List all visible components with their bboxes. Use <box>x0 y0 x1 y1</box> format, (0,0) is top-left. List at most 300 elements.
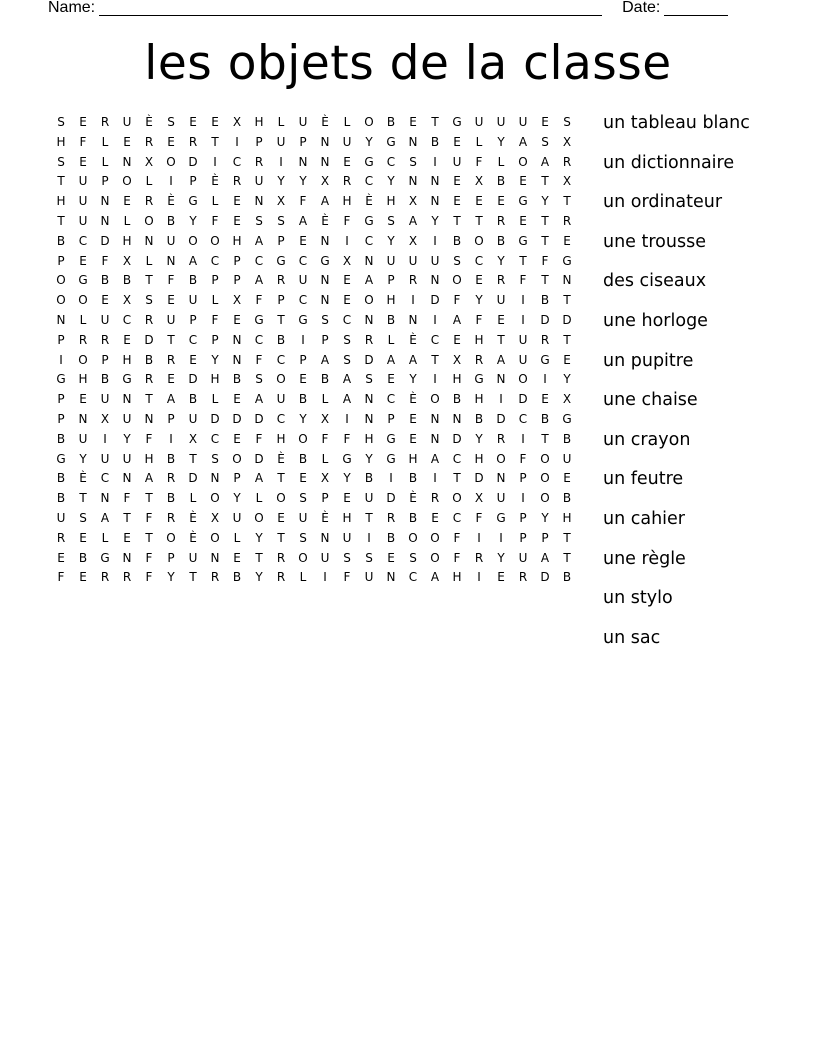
grid-letter[interactable]: T <box>167 332 175 347</box>
grid-letter[interactable]: S <box>343 332 351 347</box>
grid-letter[interactable]: O <box>276 372 286 387</box>
grid-letter[interactable]: Y <box>387 174 395 189</box>
grid-letter[interactable]: T <box>277 471 285 486</box>
grid-letter[interactable]: A <box>364 273 374 288</box>
grid-letter[interactable]: H <box>562 510 572 525</box>
grid-letter[interactable]: T <box>541 273 549 288</box>
grid-letter[interactable]: H <box>254 115 264 129</box>
grid-letter[interactable]: P <box>387 411 395 426</box>
grid-letter[interactable]: I <box>169 174 173 189</box>
grid-letter[interactable]: D <box>540 570 550 585</box>
grid-letter[interactable]: E <box>563 471 571 486</box>
grid-letter[interactable]: F <box>123 491 131 506</box>
grid-letter[interactable]: L <box>145 253 153 268</box>
grid-letter[interactable]: C <box>364 174 374 189</box>
grid-letter[interactable]: P <box>167 550 175 565</box>
grid-letter[interactable]: È <box>211 174 219 189</box>
grid-letter[interactable]: B <box>386 115 396 129</box>
grid-letter[interactable]: È <box>145 115 153 129</box>
grid-letter[interactable]: G <box>562 253 572 268</box>
grid-letter[interactable]: B <box>408 510 418 525</box>
grid-letter[interactable]: T <box>145 392 153 407</box>
grid-letter[interactable]: N <box>210 550 220 565</box>
grid-letter[interactable]: I <box>433 233 437 248</box>
grid-letter[interactable]: G <box>540 352 550 367</box>
grid-letter[interactable]: F <box>145 431 153 446</box>
grid-letter[interactable]: A <box>430 570 440 585</box>
grid-letter[interactable]: I <box>411 293 415 308</box>
grid-letter[interactable]: Y <box>475 431 483 446</box>
grid-letter[interactable]: A <box>144 471 154 486</box>
grid-letter[interactable]: B <box>386 312 396 327</box>
grid-letter[interactable]: B <box>364 471 374 486</box>
grid-letter[interactable]: L <box>233 530 241 545</box>
grid-letter[interactable]: L <box>79 312 87 327</box>
grid-letter[interactable]: N <box>364 312 374 327</box>
grid-letter[interactable]: P <box>189 312 197 327</box>
grid-letter[interactable]: B <box>496 174 506 189</box>
grid-letter[interactable]: C <box>78 233 88 248</box>
grid-letter[interactable]: F <box>343 570 351 585</box>
grid-letter[interactable]: E <box>497 570 505 585</box>
grid-letter[interactable]: F <box>145 570 153 585</box>
grid-letter[interactable]: T <box>277 312 285 327</box>
grid-letter[interactable]: P <box>387 273 395 288</box>
grid-letter[interactable]: S <box>299 491 307 506</box>
grid-letter[interactable]: C <box>210 253 220 268</box>
grid-letter[interactable]: R <box>496 431 506 446</box>
grid-letter[interactable]: N <box>386 570 396 585</box>
grid-letter[interactable]: G <box>56 451 66 466</box>
grid-letter[interactable]: U <box>100 451 110 466</box>
grid-letter[interactable]: F <box>453 550 461 565</box>
grid-letter[interactable]: P <box>57 253 65 268</box>
grid-letter[interactable]: G <box>254 312 264 327</box>
grid-letter[interactable]: C <box>210 431 220 446</box>
grid-letter[interactable]: D <box>562 312 572 327</box>
grid-letter[interactable]: Y <box>233 491 241 506</box>
grid-letter[interactable]: È <box>189 510 197 525</box>
grid-letter[interactable]: U <box>562 451 572 466</box>
grid-letter[interactable]: C <box>386 392 396 407</box>
grid-letter[interactable]: G <box>78 273 88 288</box>
grid-letter[interactable]: C <box>342 312 352 327</box>
grid-letter[interactable]: B <box>562 570 572 585</box>
grid-letter[interactable]: T <box>145 491 153 506</box>
grid-letter[interactable]: P <box>277 293 285 308</box>
grid-letter[interactable]: U <box>298 510 308 525</box>
grid-letter[interactable]: X <box>562 134 572 149</box>
grid-letter[interactable]: O <box>122 174 132 189</box>
grid-letter[interactable]: T <box>563 550 571 565</box>
grid-letter[interactable]: C <box>474 253 484 268</box>
grid-letter[interactable]: R <box>166 352 176 367</box>
grid-letter[interactable]: È <box>409 392 417 407</box>
grid-letter[interactable]: T <box>541 213 549 228</box>
grid-letter[interactable]: S <box>255 213 263 228</box>
grid-letter[interactable]: F <box>343 431 351 446</box>
grid-letter[interactable]: B <box>320 372 330 387</box>
grid-letter[interactable]: G <box>518 233 528 248</box>
grid-letter[interactable]: B <box>166 451 176 466</box>
grid-letter[interactable]: E <box>343 273 351 288</box>
grid-letter[interactable]: O <box>430 550 440 565</box>
grid-letter[interactable]: N <box>320 273 330 288</box>
grid-letter[interactable]: P <box>211 332 219 347</box>
grid-letter[interactable]: A <box>342 392 352 407</box>
grid-letter[interactable]: I <box>499 392 503 407</box>
grid-letter[interactable]: L <box>321 392 329 407</box>
grid-letter[interactable]: È <box>79 471 87 486</box>
grid-letter[interactable]: I <box>521 491 525 506</box>
grid-letter[interactable]: F <box>255 293 263 308</box>
grid-letter[interactable]: L <box>189 491 197 506</box>
grid-letter[interactable]: Y <box>541 194 549 209</box>
grid-letter[interactable]: C <box>364 233 374 248</box>
grid-letter[interactable]: T <box>123 510 131 525</box>
grid-letter[interactable]: C <box>122 312 132 327</box>
grid-letter[interactable]: R <box>100 332 110 347</box>
grid-letter[interactable]: L <box>321 451 329 466</box>
grid-letter[interactable]: U <box>122 451 132 466</box>
grid-letter[interactable]: R <box>254 154 264 169</box>
grid-letter[interactable]: R <box>408 273 418 288</box>
grid-letter[interactable]: S <box>211 451 219 466</box>
grid-letter[interactable]: N <box>408 174 418 189</box>
grid-letter[interactable]: C <box>452 451 462 466</box>
grid-letter[interactable]: H <box>474 332 484 347</box>
grid-letter[interactable]: P <box>519 510 527 525</box>
grid-letter[interactable]: I <box>477 530 481 545</box>
grid-letter[interactable]: Y <box>497 134 505 149</box>
grid-letter[interactable]: T <box>431 352 439 367</box>
grid-letter[interactable]: F <box>453 530 461 545</box>
grid-letter[interactable]: D <box>100 233 110 248</box>
grid-letter[interactable]: P <box>233 253 241 268</box>
grid-letter[interactable]: S <box>387 213 395 228</box>
grid-letter[interactable]: A <box>100 510 110 525</box>
grid-letter[interactable]: X <box>232 293 242 308</box>
grid-letter[interactable]: F <box>321 431 329 446</box>
grid-letter[interactable]: I <box>279 154 283 169</box>
grid-letter[interactable]: I <box>59 352 63 367</box>
grid-letter[interactable]: O <box>276 491 286 506</box>
grid-letter[interactable]: G <box>122 372 132 387</box>
grid-letter[interactable]: O <box>78 352 88 367</box>
grid-letter[interactable]: R <box>144 312 154 327</box>
grid-letter[interactable]: I <box>477 570 481 585</box>
grid-letter[interactable]: S <box>409 154 417 169</box>
grid-letter[interactable]: U <box>100 392 110 407</box>
grid-letter[interactable]: O <box>254 510 264 525</box>
grid-letter[interactable]: D <box>540 312 550 327</box>
grid-letter[interactable]: D <box>188 471 198 486</box>
grid-letter[interactable]: Y <box>167 570 175 585</box>
grid-letter[interactable]: N <box>364 253 374 268</box>
grid-letter[interactable]: E <box>167 134 175 149</box>
grid-letter[interactable]: E <box>453 194 461 209</box>
grid-letter[interactable]: U <box>166 233 176 248</box>
grid-letter[interactable]: U <box>122 115 132 129</box>
grid-letter[interactable]: T <box>79 491 87 506</box>
grid-letter[interactable]: E <box>497 194 505 209</box>
grid-letter[interactable]: O <box>210 491 220 506</box>
grid-letter[interactable]: T <box>475 213 483 228</box>
grid-letter[interactable]: D <box>210 411 220 426</box>
grid-letter[interactable]: I <box>543 372 547 387</box>
grid-letter[interactable]: Y <box>475 293 483 308</box>
grid-letter[interactable]: R <box>276 273 286 288</box>
grid-letter[interactable]: N <box>100 491 110 506</box>
grid-letter[interactable]: L <box>277 115 285 129</box>
grid-letter[interactable]: N <box>320 293 330 308</box>
grid-letter[interactable]: X <box>320 174 330 189</box>
grid-letter[interactable]: U <box>276 134 286 149</box>
grid-letter[interactable]: X <box>562 392 572 407</box>
grid-letter[interactable]: F <box>541 253 549 268</box>
grid-letter[interactable]: E <box>211 115 219 129</box>
grid-letter[interactable]: U <box>100 312 110 327</box>
grid-letter[interactable]: F <box>79 134 87 149</box>
grid-letter[interactable]: C <box>232 154 242 169</box>
grid-letter[interactable]: D <box>188 154 198 169</box>
grid-letter[interactable]: C <box>452 510 462 525</box>
grid-letter[interactable]: H <box>452 372 462 387</box>
grid-letter[interactable]: X <box>100 411 110 426</box>
grid-letter[interactable]: R <box>78 332 88 347</box>
grid-letter[interactable]: I <box>389 471 393 486</box>
grid-letter[interactable]: E <box>167 372 175 387</box>
grid-letter[interactable]: R <box>276 570 286 585</box>
grid-letter[interactable]: E <box>453 174 461 189</box>
grid-letter[interactable]: R <box>166 471 176 486</box>
grid-letter[interactable]: G <box>364 213 374 228</box>
grid-letter[interactable]: S <box>299 530 307 545</box>
grid-letter[interactable]: O <box>540 471 550 486</box>
grid-letter[interactable]: T <box>145 273 153 288</box>
grid-letter[interactable]: L <box>343 115 351 129</box>
grid-letter[interactable]: E <box>475 273 483 288</box>
grid-letter[interactable]: Y <box>277 174 285 189</box>
grid-letter[interactable]: P <box>57 411 65 426</box>
grid-letter[interactable]: T <box>431 115 439 129</box>
grid-letter[interactable]: D <box>254 451 264 466</box>
grid-letter[interactable]: D <box>452 431 462 446</box>
grid-letter[interactable]: E <box>541 392 549 407</box>
grid-letter[interactable]: B <box>56 431 66 446</box>
grid-letter[interactable]: L <box>475 134 483 149</box>
grid-letter[interactable]: A <box>518 134 528 149</box>
grid-letter[interactable]: P <box>541 530 549 545</box>
grid-letter[interactable]: N <box>320 134 330 149</box>
grid-letter[interactable]: B <box>144 352 154 367</box>
grid-letter[interactable]: E <box>189 352 197 367</box>
grid-letter[interactable]: P <box>189 174 197 189</box>
grid-letter[interactable]: N <box>232 332 242 347</box>
grid-letter[interactable]: H <box>144 451 154 466</box>
grid-letter[interactable]: U <box>276 392 286 407</box>
grid-letter[interactable]: N <box>122 471 132 486</box>
grid-letter[interactable]: E <box>233 431 241 446</box>
grid-letter[interactable]: B <box>166 213 176 228</box>
grid-letter[interactable]: E <box>343 491 351 506</box>
grid-letter[interactable]: R <box>562 213 572 228</box>
grid-letter[interactable]: C <box>298 293 308 308</box>
grid-letter[interactable]: S <box>541 134 549 149</box>
grid-letter[interactable]: H <box>474 392 484 407</box>
grid-letter[interactable]: Y <box>563 372 571 387</box>
grid-letter[interactable]: E <box>233 213 241 228</box>
grid-letter[interactable]: T <box>563 194 571 209</box>
grid-letter[interactable]: A <box>452 312 462 327</box>
grid-letter[interactable]: T <box>189 570 197 585</box>
grid-letter[interactable]: B <box>232 372 242 387</box>
grid-letter[interactable]: T <box>563 332 571 347</box>
grid-letter[interactable]: O <box>210 530 220 545</box>
grid-letter[interactable]: P <box>299 134 307 149</box>
grid-letter[interactable]: A <box>496 352 506 367</box>
grid-letter[interactable]: E <box>167 293 175 308</box>
grid-letter[interactable]: U <box>518 115 528 129</box>
grid-letter[interactable]: Y <box>387 233 395 248</box>
grid-letter[interactable]: A <box>254 471 264 486</box>
grid-letter[interactable]: B <box>298 451 308 466</box>
grid-letter[interactable]: E <box>563 233 571 248</box>
grid-letter[interactable]: G <box>56 372 66 387</box>
grid-letter[interactable]: B <box>496 233 506 248</box>
grid-letter[interactable]: C <box>276 411 286 426</box>
grid-letter[interactable]: R <box>342 174 352 189</box>
grid-letter[interactable]: H <box>122 233 132 248</box>
grid-letter[interactable]: E <box>101 293 109 308</box>
grid-letter[interactable]: B <box>540 411 550 426</box>
grid-letter[interactable]: T <box>497 332 505 347</box>
grid-letter[interactable]: I <box>345 411 349 426</box>
grid-letter[interactable]: R <box>232 174 242 189</box>
grid-letter[interactable]: O <box>210 233 220 248</box>
grid-letter[interactable]: U <box>320 550 330 565</box>
grid-letter[interactable]: P <box>57 332 65 347</box>
grid-letter[interactable]: I <box>367 530 371 545</box>
grid-letter[interactable]: S <box>563 115 571 129</box>
grid-letter[interactable]: I <box>103 431 107 446</box>
grid-letter[interactable]: N <box>364 411 374 426</box>
grid-letter[interactable]: T <box>541 233 549 248</box>
grid-letter[interactable]: Y <box>255 570 263 585</box>
grid-letter[interactable]: H <box>342 194 352 209</box>
grid-letter[interactable]: T <box>145 530 153 545</box>
grid-letter[interactable]: H <box>232 233 242 248</box>
grid-letter[interactable]: R <box>100 115 110 129</box>
grid-letter[interactable]: N <box>430 174 440 189</box>
grid-letter[interactable]: S <box>409 550 417 565</box>
grid-letter[interactable]: X <box>320 471 330 486</box>
grid-letter[interactable]: T <box>189 451 197 466</box>
grid-letter[interactable]: E <box>299 471 307 486</box>
grid-letter[interactable]: B <box>452 233 462 248</box>
grid-letter[interactable]: X <box>474 491 484 506</box>
grid-letter[interactable]: X <box>408 233 418 248</box>
grid-letter[interactable]: Y <box>79 451 87 466</box>
grid-letter[interactable]: E <box>453 332 461 347</box>
grid-letter[interactable]: R <box>562 154 572 169</box>
grid-letter[interactable]: Y <box>343 471 351 486</box>
grid-letter[interactable]: A <box>408 352 418 367</box>
grid-letter[interactable]: E <box>299 233 307 248</box>
grid-letter[interactable]: D <box>188 372 198 387</box>
grid-letter[interactable]: Y <box>365 451 373 466</box>
grid-letter[interactable]: P <box>255 134 263 149</box>
grid-letter[interactable]: A <box>254 392 264 407</box>
grid-letter[interactable]: B <box>562 431 572 446</box>
grid-letter[interactable]: P <box>57 392 65 407</box>
grid-letter[interactable]: I <box>213 154 217 169</box>
grid-letter[interactable]: C <box>188 332 198 347</box>
grid-letter[interactable]: X <box>452 352 462 367</box>
grid-letter[interactable]: U <box>298 115 308 129</box>
grid-letter[interactable]: L <box>299 570 307 585</box>
grid-letter[interactable]: O <box>232 451 242 466</box>
grid-letter[interactable]: U <box>78 174 88 189</box>
grid-letter[interactable]: S <box>343 550 351 565</box>
grid-letter[interactable]: N <box>254 194 264 209</box>
grid-letter[interactable]: S <box>321 312 329 327</box>
grid-letter[interactable]: P <box>519 530 527 545</box>
grid-letter[interactable]: A <box>342 372 352 387</box>
grid-letter[interactable]: U <box>188 293 198 308</box>
grid-letter[interactable]: I <box>433 471 437 486</box>
grid-letter[interactable]: H <box>210 372 220 387</box>
grid-letter[interactable]: N <box>496 372 506 387</box>
grid-letter[interactable]: U <box>78 431 88 446</box>
grid-letter[interactable]: O <box>56 293 66 308</box>
grid-letter[interactable]: L <box>101 134 109 149</box>
grid-letter[interactable]: R <box>144 194 154 209</box>
grid-letter[interactable]: A <box>408 213 418 228</box>
grid-letter[interactable]: O <box>430 530 440 545</box>
grid-letter[interactable]: H <box>386 194 396 209</box>
grid-letter[interactable]: E <box>79 530 87 545</box>
grid-letter[interactable]: N <box>56 312 66 327</box>
grid-letter[interactable]: U <box>364 491 374 506</box>
grid-letter[interactable]: N <box>562 273 572 288</box>
grid-letter[interactable]: U <box>166 312 176 327</box>
grid-letter[interactable]: S <box>145 293 153 308</box>
grid-letter[interactable]: G <box>342 451 352 466</box>
grid-letter[interactable]: E <box>233 550 241 565</box>
grid-letter[interactable]: U <box>452 154 462 169</box>
grid-letter[interactable]: R <box>540 332 550 347</box>
grid-letter[interactable]: D <box>430 293 440 308</box>
grid-letter[interactable]: E <box>123 194 131 209</box>
grid-letter[interactable]: S <box>79 510 87 525</box>
grid-letter[interactable]: E <box>519 213 527 228</box>
grid-letter[interactable]: F <box>519 451 527 466</box>
grid-letter[interactable]: A <box>254 233 264 248</box>
grid-letter[interactable]: H <box>408 451 418 466</box>
grid-letter[interactable]: O <box>518 154 528 169</box>
grid-letter[interactable]: R <box>188 134 198 149</box>
grid-letter[interactable]: N <box>452 411 462 426</box>
grid-letter[interactable]: L <box>101 530 109 545</box>
grid-letter[interactable]: O <box>56 273 66 288</box>
grid-letter[interactable]: R <box>144 372 154 387</box>
grid-letter[interactable]: X <box>122 293 132 308</box>
grid-letter[interactable]: D <box>474 471 484 486</box>
date-blank-line[interactable] <box>664 1 728 16</box>
grid-letter[interactable]: L <box>211 392 219 407</box>
grid-letter[interactable]: X <box>562 174 572 189</box>
